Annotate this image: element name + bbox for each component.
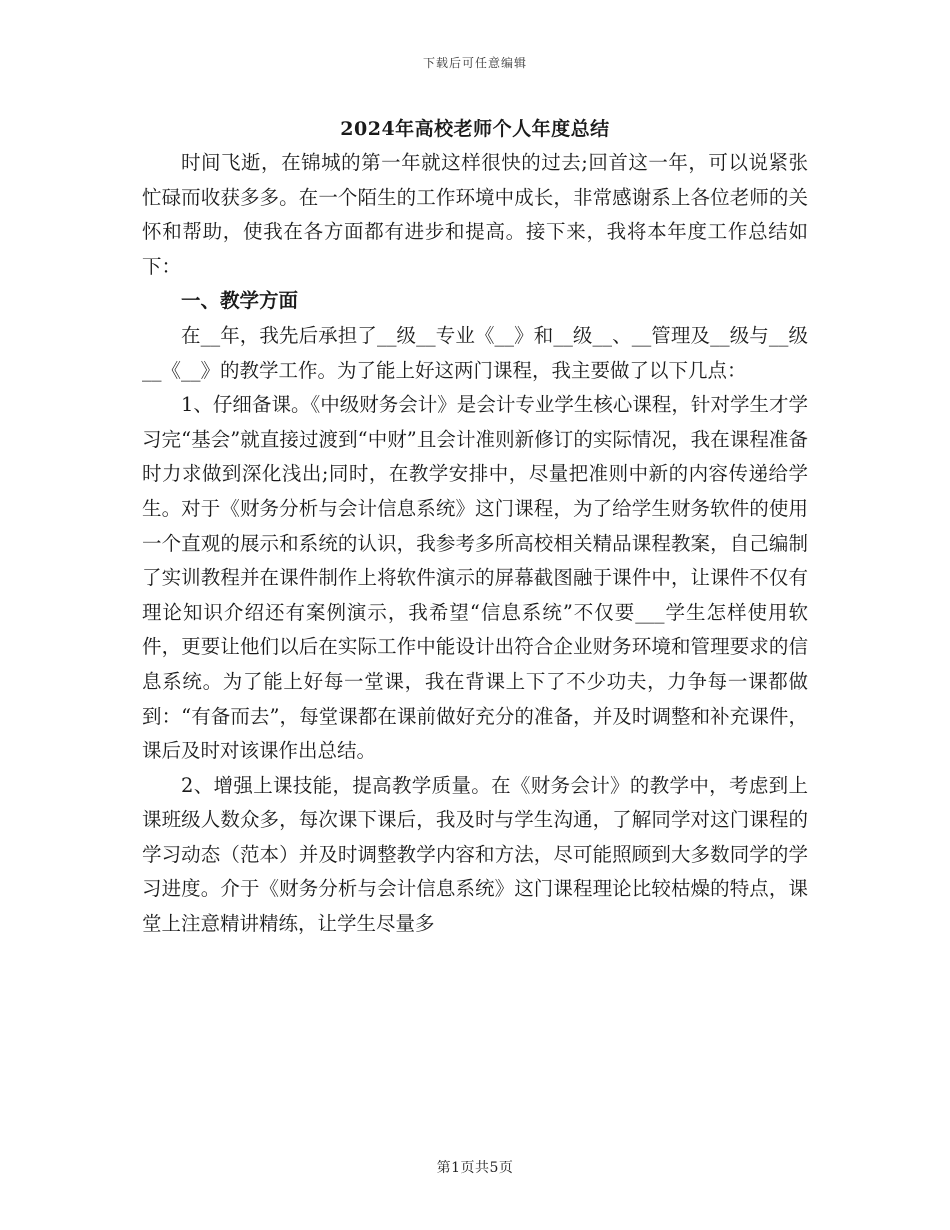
intro-paragraph: 时间飞逝，在锦城的第一年就这样很快的过去;回首这一年，可以说紧张忙碌而收获多多。在一个陌生的工作环境中成长，非常感谢系上各位老师的关怀和帮助，使我在各方面都有进步和提高。接下来，我将本年度工作总结如下： bbox=[142, 151, 808, 278]
teaching-paragraph-skills: 2、增强上课技能，提高教学质量。在《财务会计》的教学中，考虑到上课班级人数众多，每次课下课后，我及时与学生沟通，了解同学对这门课程的学习动态（范本）并及时调整教学内容和方法，尽可能照顾到大多数同学的学习进度。介于《财务分析与会计信息系统》这门课程理论比较枯燥的特点，课堂上注意精讲精练，让学生尽量多 bbox=[142, 773, 808, 936]
teaching-paragraph-courses: 在__年，我先后承担了__级__专业《__》和__级__、__管理及__级与__级__《__》的教学工作。为了能上好这两门课程，我主要做了以下几点： bbox=[142, 323, 808, 382]
document-body bbox=[142, 146, 808, 942]
teaching-paragraph-preparation: 1、仔细备课。《中级财务会计》是会计专业学生核心课程，针对学生才学习完“基会”就直接过渡到“中财”且会计准则新修订的实际情况，我在课程准备时力求做到深化浅出;同时，在教学安排中，尽量把准则中新的内容传递给学生。对于《财务分析与会计信息系统》这门课程，为了给学生财务软件的使用一个直观的展示和系统的认识，我参考多所高校相关精品课程教案，自己编制了实训教程并在课件制作上将软件演示的屏幕截图融于课件中，让课件不仅有理论知识介绍还有案例演示，我希望“信息系统”不仅要___学生怎样使用软件，更要让他们以后在实际工作中能设计出符合企业财务环境和管理要求的信息系统。为了能上好每一堂课，我在背课上下了不少功夫，力争每一课都做到：“有备而去”，每堂课都在课前做好充分的准备，并及时调整和补充课件，课后及时对该课作出总结。 bbox=[142, 393, 808, 763]
section-heading-teaching: 一、教学方面 bbox=[181, 289, 299, 313]
header-note: 下载后可任意编辑 bbox=[422, 56, 527, 70]
document-title: 2024年高校老师个人年度总结 bbox=[340, 118, 610, 140]
page-number: 第1页共5页 bbox=[436, 1160, 514, 1176]
